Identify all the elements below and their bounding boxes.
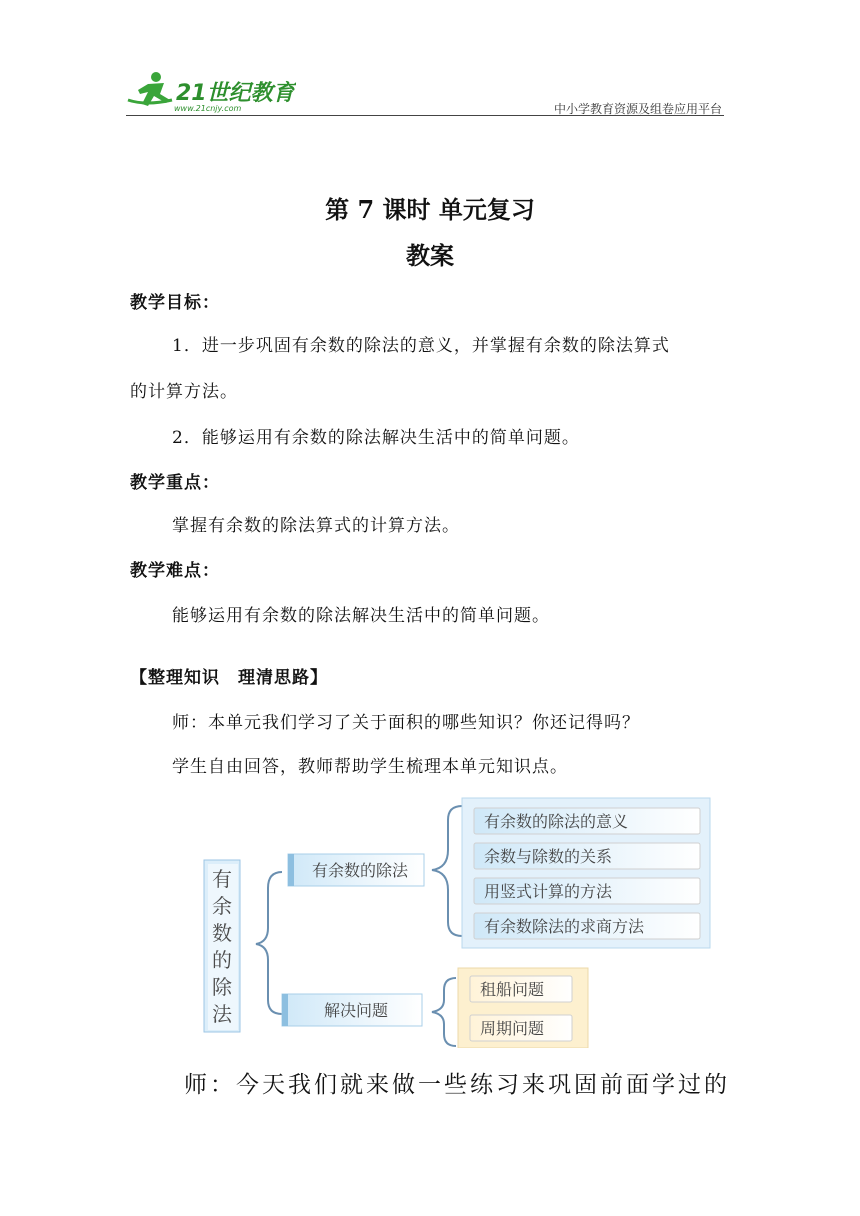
page-header (126, 66, 724, 116)
mindmap-branch-1 (288, 854, 424, 886)
key-text: 掌握有余数的除法算式的计算方法。 (172, 516, 460, 536)
b1-items-text: 用竖式计算的方法 (484, 882, 613, 901)
site-name: 中小学教育资源及组卷应用平台 (553, 102, 722, 116)
goal-1-line-1: 1．进一步巩固有余数的除法的意义，并掌握有余数的除法算式 (172, 336, 670, 356)
goal-2: 2．能够运用有余数的除法解决生活中的简单问题。 (172, 428, 580, 448)
student-answer: 学生自由回答，教师帮助学生梳理本单元知识点。 (172, 757, 568, 777)
logo-url: www.21cnjy.com (174, 104, 242, 113)
difficulty-text: 能够运用有余数的除法解决生活中的简单问题。 (172, 606, 550, 626)
teacher-closing-line: 师：今天我们就来做一些练习来巩固前面学过的 (184, 1072, 730, 1098)
b2-items-text: 租船问题 (480, 980, 545, 999)
branch-2-brace (432, 978, 456, 1046)
mind-map (200, 796, 720, 1048)
mindmap-branch-2 (282, 994, 422, 1026)
organize-heading: 【整理知识 理清思路】 (130, 668, 328, 688)
header-rule (126, 115, 724, 116)
b2-items-text: 周期问题 (480, 1019, 545, 1038)
b1-items-text: 有余数除法的求商方法 (484, 917, 645, 936)
site-logo (126, 70, 296, 114)
branch-1-label: 有余数的除法 (311, 861, 409, 880)
branch-1-brace (432, 806, 462, 936)
b1-items-text: 有余数的除法的意义 (484, 812, 629, 831)
goal-1-line-2: 的计算方法。 (130, 382, 238, 402)
difficulty-heading: 教学难点： (130, 561, 220, 581)
mindmap-root (204, 860, 240, 1032)
page-title: 第 7 课时 单元复习 (325, 195, 535, 224)
branch-2-label: 解决问题 (323, 1001, 389, 1020)
root-brace (256, 872, 282, 1014)
teacher-question: 师：本单元我们学习了关于面积的哪些知识？你还记得吗？ (172, 713, 640, 733)
logo-text: 21世纪教育 (176, 81, 295, 106)
mindmap-root-label: 有余数的除法 (212, 867, 232, 1026)
goals-heading: 教学目标： (130, 293, 220, 313)
key-heading: 教学重点： (130, 473, 220, 493)
b1-items-text: 余数与除数的关系 (484, 847, 613, 866)
page-subtitle: 教案 (406, 241, 454, 270)
